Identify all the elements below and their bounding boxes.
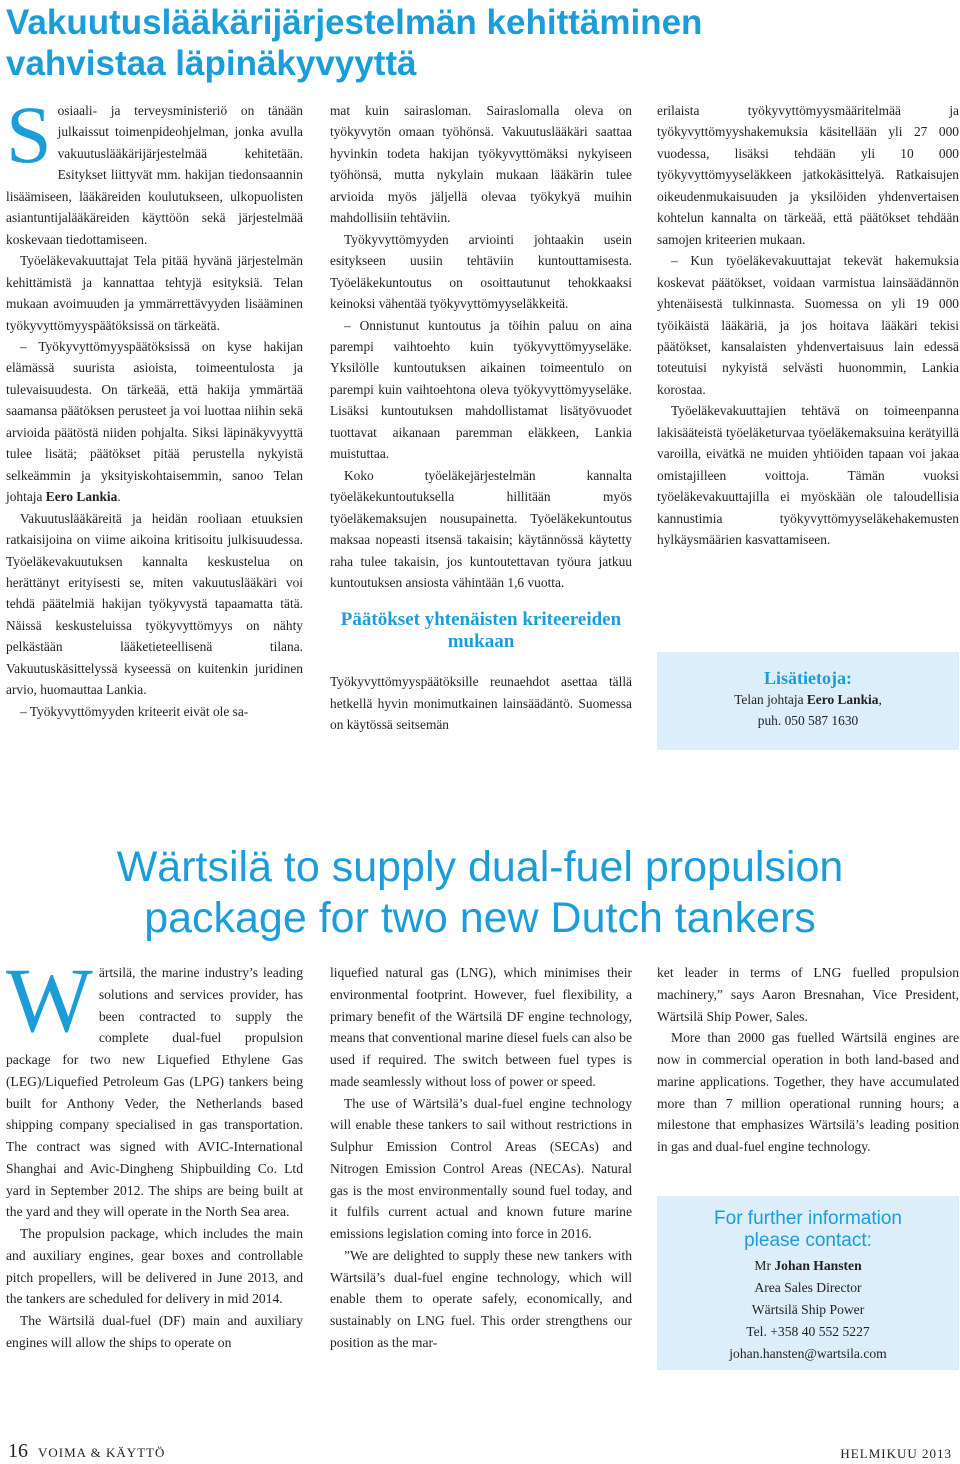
- contact-email: johan.hansten@wartsila.com: [729, 1346, 887, 1361]
- paragraph: Työeläkevakuuttajat Tela pitää hyvänä järjestelmän kehittämistä ja kannattaa tehtyjä esityksiä. Telan mukaan avoimuuden ja ymmärrettävyyden lisääminen työkyvyttömyyspäätöksissä on tärkeätä.: [6, 253, 303, 333]
- contact-company: Wärtsilä Ship Power: [751, 1302, 865, 1317]
- contact-info-box: [657, 1196, 959, 1370]
- paragraph: Työeläkevakuuttajien tehtävä on toimeenpanna lakisääteistä työeläketurvaa työeläkemaksuina kerätyillä varoilla, eivätkä ne muiden yhtiöiden tapaan voi jakaa omistajilleen voittoja. Tämän vuoksi työeläkevakuuttajilla ei myöskään ole taloudellisia kannustimia työkyvyttömyyseläkehakemusten hylkäysmäärien kasvattamiseen.: [657, 403, 959, 548]
- paragraph: Työkyvyttömyyspäätöksille reunaehdot asettaa tällä hetkellä hyvin monimutkainen lainsäädäntö. Suomessa on käytössä seitsemän: [330, 674, 632, 733]
- paragraph: Koko työeläkejärjestelmän kannalta työeläkekuntoutuksella hillitään myös työeläkemaksujen nousupainetta. Työeläkekuntoutus maksaa nopeasti itsensä takaisin; käytännössä käytetty raha tulee takaisin, jos kuntoutettavan työura jatkuu kuntoutuksen ansiosta vähintään 1,6 vuotta.: [330, 467, 632, 590]
- info-box-title: For further information: [714, 1208, 902, 1229]
- drop-cap: W: [6, 949, 93, 1051]
- page-footer-left: [8, 1440, 165, 1463]
- paragraph: ket leader in terms of LNG fuelled propulsion machinery,” says Aaron Bresnahan, Vice President, Wärtsilä Ship Power, Sales.: [657, 965, 959, 1024]
- lead-paragraph: [6, 89, 303, 250]
- paragraph: – Työkyvyttömyyden kriteerit eivät ole sa-: [20, 703, 249, 719]
- article-column-2: [330, 100, 632, 736]
- contact-punct: ,: [878, 692, 882, 707]
- contact-role: Telan johtaja: [734, 692, 807, 707]
- paragraph-text: ärtsilä, the marine industry’s leading solutions and services provider, has been contracted to supply the complete dual-fuel propulsion package for two new Liquefied Ethylene Gas (LEG)/Liquefied Petroleum Gas (LPG) tankers being built for Anthony Veder, the Netherlands based shipping company specialised in gas transportation. The contract was signed with AVIC-International Shanghai and Avic-Dingheng Shipbuilding Co. Ltd yard in September 2012. The ships are being built at the yard and they will operate in the North Sea area.: [6, 965, 303, 1220]
- paragraph: The propulsion package, which includes the main and auxiliary engines, gear boxes and controllable pitch propellers, will be delivered in June 2013, and the tankers are scheduled for delivery in mid 2014.: [6, 1226, 303, 1307]
- paragraph-text: .: [117, 489, 121, 505]
- article-headline: Wärtsilä to supply dual-fuel propulsion package for two new Dutch tankers: [116, 843, 844, 942]
- paragraph: Työkyvyttömyyden arviointi johtaakin usein esitykseen uusiin tehtäviin kuntouttamisesta. Työeläkekuntoutus on osoittautunut tehokkaaksi keinoksi vähentää työkyvyttömyyseläkkeitä.: [330, 231, 632, 312]
- paragraph-text: osiaali- ja terveysministeriö on tänään julkaissut toimenpideohjelman, jonka avulla vakuutuslääkärijärjestelmää kehitetään. Esitykset liittyvät mm. hakijan tiedonsaannin lisäämiseen, lääkäreiden koulutukseen, ulkopuolisten asiantuntijalääkäreiden käyttöön sekä järjestelmää koskevaan tiedottamiseen.: [6, 103, 303, 247]
- paragraph: Vakuutuslääkäreitä ja heidän rooliaan etuuksien ratkaisijoina on viime aikoina kritisoitu julkisuudessa. Työeläkevakuutuksen kannalta keskustelua on herättänyt erityisesti se, miten vakuutuslääkäri voi tehdä päätelmiä hakijan työkyvystä tapaamatta tätä. Näissä keskusteluissa työkyvyttömyys on nähty pelkästään lääketieteellisenä tilana. Vakuutuskäsittelyssä kyseessä on kuitenkin juridinen arvio, huomauttaa Lankia.: [6, 510, 303, 698]
- lead-paragraph: [6, 949, 303, 1223]
- quote-paragraph: – Onnistunut kuntoutus ja töihin paluu on aina parempi vaihtoehto kuin työkyvyttömyyseläke. Yksilölle kuntoutuksen aikainen toimeentulo on parempi kuin vaihtoehtona oleva työkyvyttömyyseläke. Lisäksi kuntoutuksen mahdollistamat lisätyövuodet tuottavat aikanaan paremman eläkkeen, Lankia muistuttaa.: [330, 317, 632, 462]
- article-column-1: [6, 949, 303, 1354]
- paragraph: mat kuin sairasloman. Sairaslomalla oleva on työkyvytön omaan työhönsä. Vakuutuslääkäri saattaa hyvinkin todeta hakijan työkyvyttömäksi nykyiseen työhönsä, mutta nykylain mukaan lääkärin tulee arvioida myös jäljellä olevaa työkykyä muihin mahdollisiin tehtäviin.: [330, 103, 632, 226]
- contact-info-box: [657, 652, 959, 750]
- paragraph: The use of Wärtsilä’s dual-fuel engine technology will enable these tankers to sail without restrictions in Sulphur Emission Control Areas (SECAs) and Nitrogen Emission Control Areas (NECAs). Natural gas is the most environmentally sound fuel today, and it fulfils current actual and known future marine emissions legislation coming into force in 2016.: [330, 1095, 632, 1241]
- quote-paragraph: ”We are delighted to supply these new tankers with Wärtsilä’s dual-fuel engine technology, which will enable them to operate safely, economically, and sustainably on LNG fuel. This order strengthens our position as the mar-: [330, 1247, 632, 1350]
- article-column-3: [657, 962, 959, 1158]
- drop-cap: S: [6, 89, 52, 180]
- contact-phone: puh. 050 587 1630: [757, 713, 859, 728]
- contact-name-line: [657, 1255, 959, 1277]
- page-number: 16: [8, 1440, 28, 1462]
- contact-phone: Tel. +358 40 552 5227: [746, 1324, 870, 1339]
- person-name: Eero Lankia: [45, 489, 118, 505]
- quote-paragraph: [6, 336, 303, 508]
- section-subheading: Päätökset yhtenäisten kriteereiden mukaan: [340, 609, 622, 653]
- paragraph-text: – Työkyvyttömyyspäätöksissä on kyse hakijan elämässä suurista asioista, toimeentulosta ja tulevaisuudesta. On tärkeää, että hakija ymmärtää saamansa päätöksen perusteet ja voi luottaa niihin sekä arvioida päätöstä niiden pohjalta. Siksi läpinäkyvyyttä tulee lisätä; päätökset pitää perustella nykyistä selkeämmin ja yksityiskohtaisemmin, sanoo Telan johtaja: [6, 338, 303, 505]
- paragraph: More than 2000 gas fuelled Wärtsilä engines are now in commercial operation in both land-based and marine applications. Together, they have accumulated more than 7 million operational running hours; a milestone that emphasizes Wärtsilä’s leading position in gas and dual-fuel engine technology.: [657, 1030, 959, 1154]
- paragraph: The Wärtsilä dual-fuel (DF) main and auxiliary engines will allow the ships to operate on: [6, 1313, 303, 1350]
- magazine-name: VOIMA & KÄYTTÖ: [38, 1445, 166, 1460]
- article-column-3: [657, 100, 959, 551]
- issue-date: HELMIKUU 2013: [840, 1446, 952, 1461]
- info-box-title: please contact:: [744, 1230, 872, 1251]
- contact-line: [657, 689, 959, 710]
- article-headline: Vakuutuslääkärijärjestelmän kehittäminen vahvistaa läpinäkyvyyttä: [6, 3, 703, 83]
- contact-name: Eero Lankia: [806, 692, 879, 707]
- info-box-title: Lisätietoja:: [764, 668, 852, 688]
- article-column-2: [330, 962, 632, 1354]
- quote-paragraph: – Kun työeläkevakuuttajat tekevät hakemuksia koskevat päätökset, voidaan varmistua lainsäädännön yhtenäisestä tulkinnasta. Suomessa on yli 19 000 työikäistä lääkäriä, ja jos hoitava lääkäri tekisi päätökset, kansalaisten yhdenvertaisuus lain edessä toteutuisi nykyistä selvästi huonommin, Lankia korostaa.: [657, 253, 959, 397]
- paragraph: erilaista työkyvyttömyysmääritelmää ja työkyvyttömyyshakemuksia käsitellään yli 27 000 vuodessa, lisäksi tehdään yli 10 000 työkyvyttömyyseläkkeen jatkokäsittelyä. Ratkaisujen oikeudenmukaisuuden ja yksilöiden yhdenvertaisen kohtelun kannalta on tärkeää, että päätökset tehdään samojen kriteerien mukaan.: [657, 103, 959, 247]
- article-column-1: [6, 89, 303, 722]
- contact-title: Mr: [754, 1258, 775, 1273]
- contact-name: Johan Hansten: [774, 1258, 862, 1273]
- contact-role: Area Sales Director: [754, 1280, 862, 1295]
- paragraph: liquefied natural gas (LNG), which minimises their environmental footprint. However, fuel flexibility, a primary benefit of the Wärtsilä DF engine technology, means that conventional marine diesel fuels can also be used if required. The switch between fuel types is made seamlessly without loss of power or speed.: [330, 965, 632, 1089]
